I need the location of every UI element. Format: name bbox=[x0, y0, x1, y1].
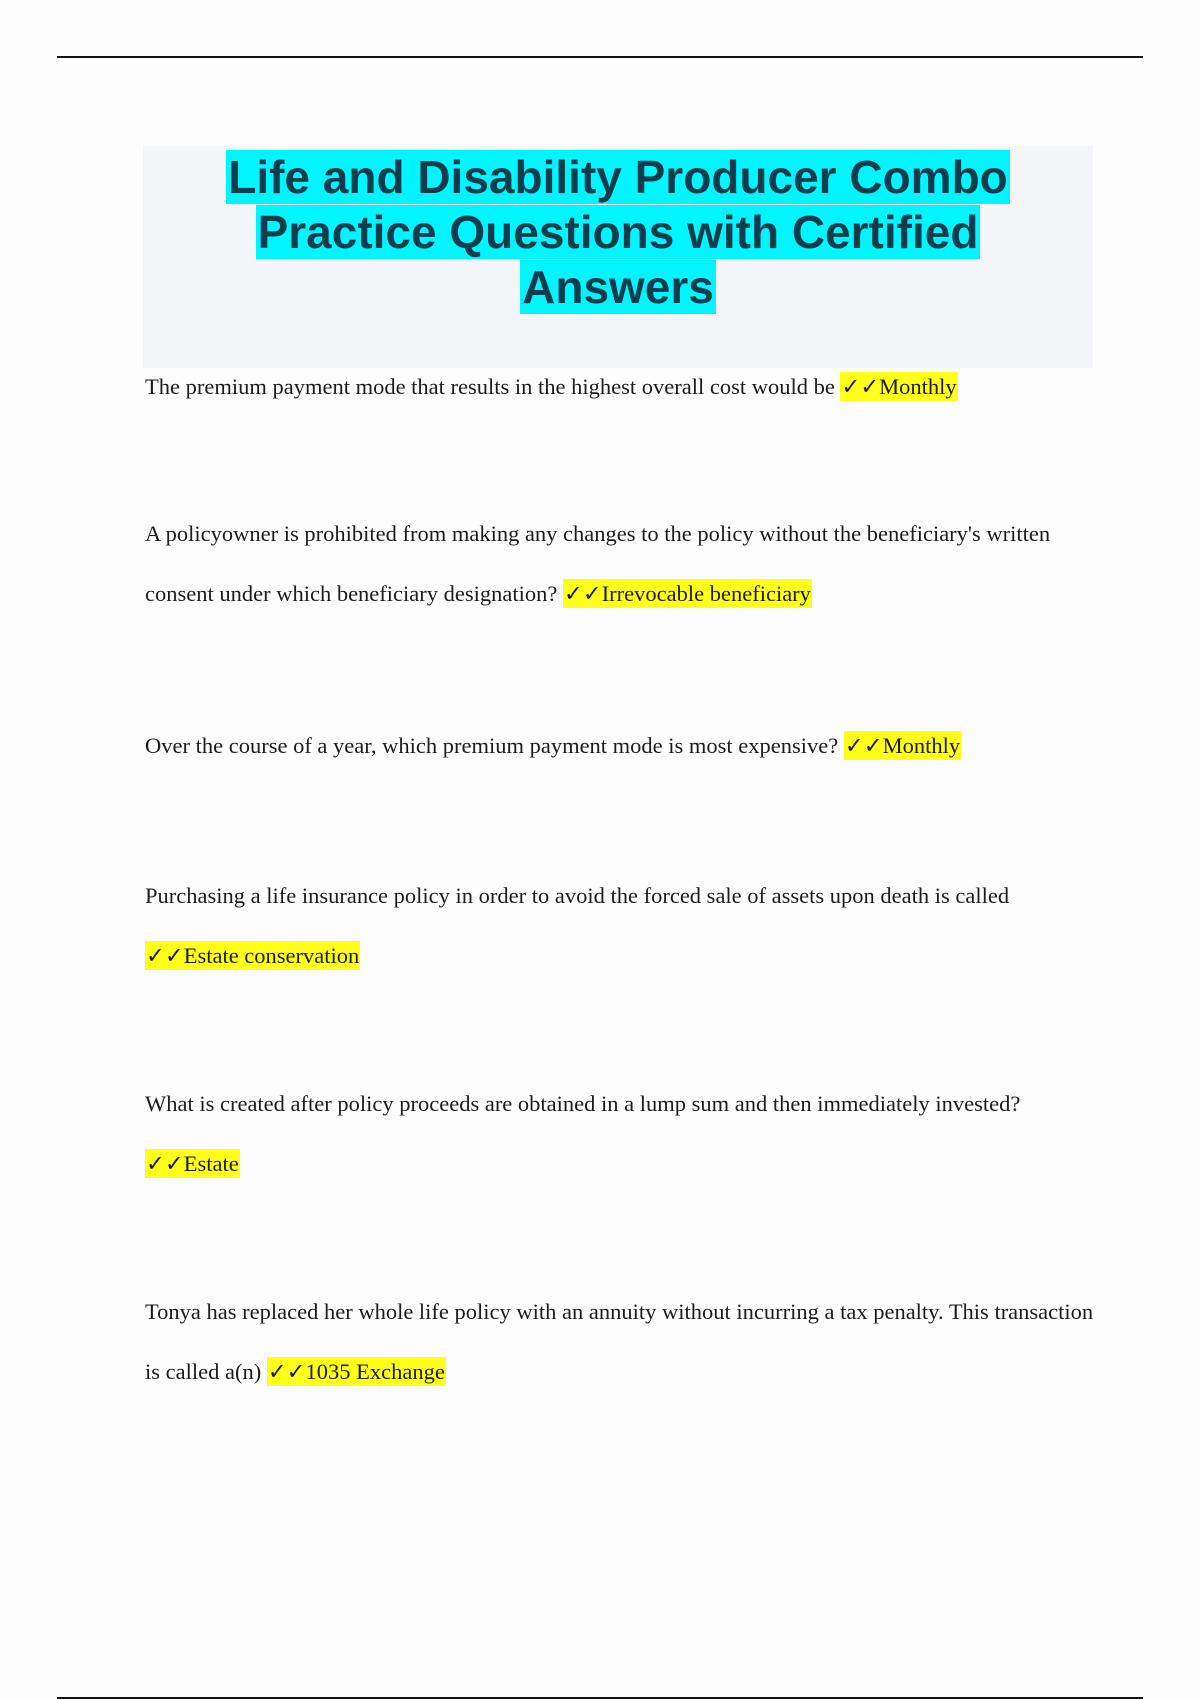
top-rule bbox=[57, 56, 1143, 58]
question-text: The premium payment mode that results in the highest overall cost would be bbox=[145, 374, 841, 399]
answer-highlight: ✓✓Monthly bbox=[844, 733, 961, 758]
answer-highlight: ✓✓1035 Exchange bbox=[267, 1359, 445, 1384]
question-text: A policyowner is prohibited from making any changes to the policy without the beneficiary's written consent under which beneficiary designation? bbox=[145, 521, 1051, 606]
qa-item-6 bbox=[145, 1282, 1105, 1402]
title-line-2: Practice Questions with Certified bbox=[257, 206, 979, 258]
answer-highlight: ✓✓Irrevocable beneficiary bbox=[563, 581, 811, 606]
qa-item-3 bbox=[145, 716, 1105, 776]
qa-item-1 bbox=[145, 357, 1105, 417]
answer-highlight: ✓✓Monthly bbox=[841, 374, 957, 399]
question-text: Purchasing a life insurance policy in order to avoid the forced sale of assets upon death is called bbox=[145, 883, 1010, 908]
title-line-3: Answers bbox=[522, 261, 714, 313]
title-line-1: Life and Disability Producer Combo bbox=[228, 151, 1008, 203]
question-text: What is created after policy proceeds are obtained in a lump sum and then immediately invested? bbox=[145, 1091, 1021, 1116]
qa-item-4 bbox=[145, 866, 1105, 986]
answer-highlight: ✓✓Estate bbox=[146, 1151, 239, 1176]
question-text: Over the course of a year, which premium payment mode is most expensive? bbox=[145, 733, 844, 758]
question-text: Tonya has replaced her whole life policy with an annuity without incurring a tax penalty. This transaction is called a(n) bbox=[145, 1299, 1094, 1384]
answer-highlight: ✓✓Estate conservation bbox=[146, 943, 360, 968]
qa-item-2 bbox=[145, 504, 1105, 624]
qa-item-5 bbox=[145, 1074, 1105, 1194]
bottom-rule bbox=[57, 1697, 1143, 1699]
title-block bbox=[143, 146, 1093, 368]
